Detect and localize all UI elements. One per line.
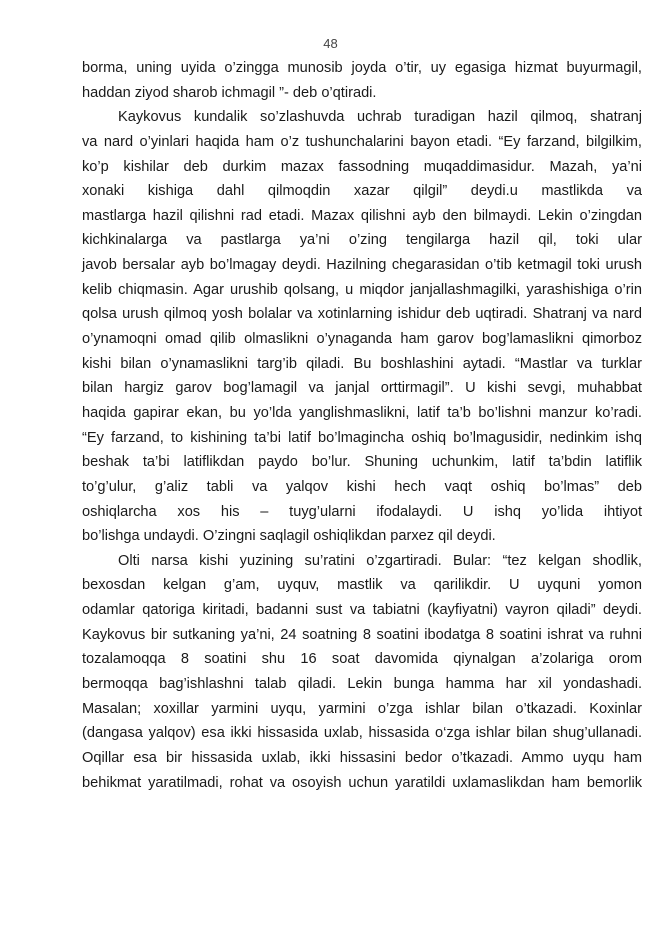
text-line: Kaykovus kundalik so’zlashuvda uchrab turadigan hazil qilmoq, shatranj (118, 109, 642, 126)
text-line: haddan ziyod sharob ichmagil ”- deb o’qtiradi. (82, 84, 377, 101)
text-line: o’ynamoqni omad qilib olmaslikni o’ynaganda ham garov bog’lamaslikni qimorboz (82, 331, 642, 348)
text-line: Olti narsa kishi yuzining su’ratini o’zgartiradi. Bular: “tez kelgan shodlik, (118, 552, 642, 569)
text-line: bermoqqa bag’ishlashni talab qiladi. Lekin bunga hamma har xil yondashadi. (82, 676, 642, 693)
text-line: bo’lishga undaydi. O’zingni saqlagil oshiqlikdan parxez qil deydi. (82, 528, 496, 545)
text-line: Oqillar esa bir hissasida uxlab, ikki hissasini bedor o’tkazadi. Ammo uyqu ham (82, 749, 642, 766)
text-line: bexosdan kelgan g’am, uyquv, mastlik va qarilikdir. U uyquni yomon (82, 577, 642, 594)
text-line: mastlarga hazil qilishni rad etadi. Mazax qilishni ayb den bilmaydi. Lekin o’zingdan (82, 207, 642, 224)
text-line: kelib chiqmasin. Agar urushib qolsang, u miqdor janjallashmagilki, yarashishiga o’rin (82, 281, 642, 298)
text-line: Kaykovus bir sutkaning ya’ni, 24 soatning 8 soatini ibodatga 8 soatini ishrat va ruhni (82, 626, 642, 643)
text-line: odamlar qatoriga kiritadi, badanni sust va tabiatni (kayfiyatni) vayron qiladi” deydi. (82, 602, 642, 619)
text-line: qolsa urush qilmoq yosh bolalar va xotinlarning ishidur deb uqtiradi. Shatranj va nard (82, 306, 642, 323)
text-line: ko’p kishilar deb durkim mazax fassodning muqaddimasidur. Mazah, ya’ni (82, 158, 642, 175)
text-line: borma, uning uyida o’zingga munosib joyda o’tir, uy egasiga hizmat buyurmagil, (82, 60, 642, 76)
text-line: kichkinalarga va pastlarga ya’ni o’zing tengilarga hazil qil, toki ular (82, 232, 642, 249)
text-line: “Ey farzand, to kishining ta’bi latif bo’lmagincha oshiq bo’lmagusidir, nedinkim ishq (82, 429, 642, 446)
page-number: 48 (323, 36, 338, 51)
text-line: xonaki kishiga dahl qilmoqdin xazar qilgil” deydi.u mastlikda va (82, 183, 642, 200)
body-text (82, 56, 642, 795)
text-line: bilan hargiz garov bog’lamagil va janjal orttirmagil”. U kishi sevgi, muhabbat (82, 380, 642, 397)
text-line: tozalamoqqa 8 soatini shu 16 soat davomida qiynalgan a’zolariga orom (82, 651, 642, 668)
text-line: kishi bilan o’ynamaslikni targ’ib qiladi. Bu boshlashini aytadi. “Mastlar va turklar (82, 355, 642, 372)
text-line: behikmat yaratilmadi, rohat va osoyish uchun yaratildi uxlamaslikdan ham bemorlik (82, 774, 642, 791)
text-line: oshiqlarcha xos his – tuyg’ularni ifodalaydi. U ishq yo’lida ihtiyot (82, 503, 642, 520)
text-line: haqida gapirar ekan, bu yo’lda yanglishmaslikni, latif ta’b bo’lishni manzur ko’radi. (82, 404, 642, 421)
text-line: to’g’ulur, g’aliz tabli va yalqov kishi hech vaqt oshiq bo’lmas” deb (82, 478, 642, 495)
text-line: javob bersalar ayb bo’lmagay deydi. Hazilning chegarasidan o’tib ketmagil toki urush (82, 257, 642, 274)
text-line: (dangasa yalqov) esa ikki hissasida uxlab, hissasida o‘zga ishlar bilan shug’ullanadi. (82, 725, 642, 742)
text-line: va nard o’yinlari haqida ham o’z tushunchalarini bayon etadi. “Ey farzand, bilgilkim, (82, 133, 642, 150)
text-line: Masalan; xoxillar yarmini uyqu, yarmini o’zga ishlar bilan o’tkazadi. Koxinlar (82, 700, 642, 717)
text-line: beshak ta’bi latiflikdan paydo bo’lur. Shuning uchunkim, latif ta’bdin latiflik (82, 454, 642, 471)
